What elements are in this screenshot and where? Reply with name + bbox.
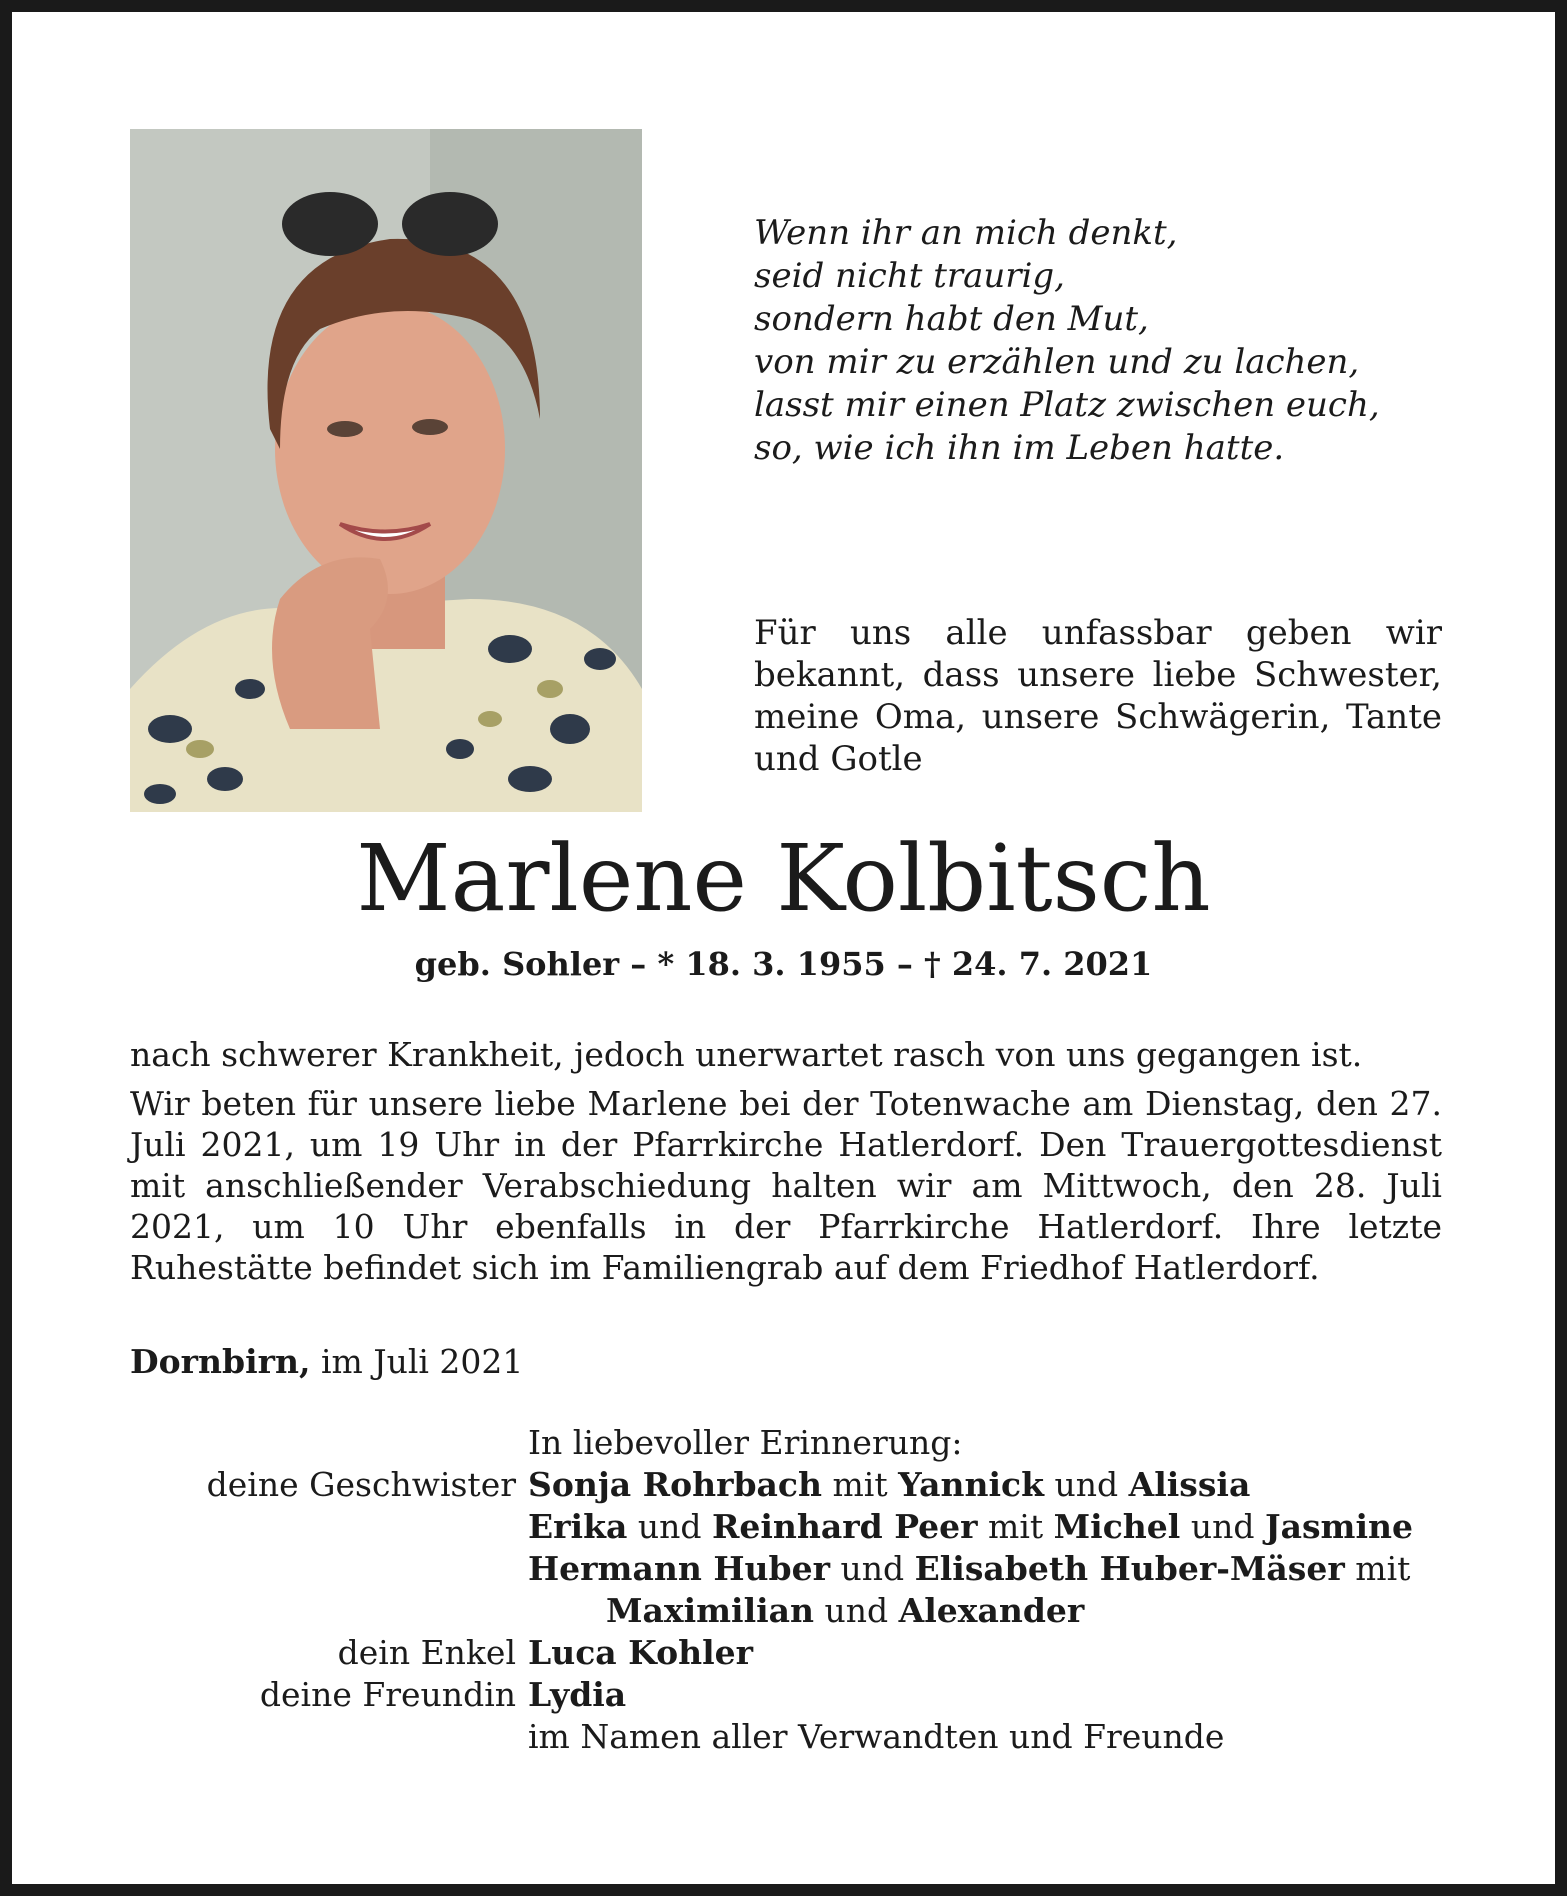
mourners-list: [130, 1422, 1442, 1758]
sibling-line: [528, 1464, 1442, 1506]
body-paragraph: nach schwerer Krankheit, jedoch unerwartet rasch von uns gegangen ist.: [130, 1035, 1363, 1074]
connector: und: [1043, 1465, 1129, 1504]
mourner-name: Jasmine: [1264, 1507, 1413, 1546]
siblings-row: [130, 1464, 1442, 1506]
place-date: im Juli 2021: [321, 1342, 524, 1381]
obituary-body: [130, 1034, 1442, 1296]
friend-label: deine Freundin: [259, 1675, 516, 1714]
announcement-intro: Für uns alle unfassbar geben wir bekannt, dass unsere liebe Schwester, meine Oma, unsere Schwägerin, Tante und Gotle: [754, 613, 1442, 779]
siblings-row: [130, 1506, 1442, 1548]
sibling-line: [528, 1548, 1442, 1590]
connector: und: [1180, 1507, 1265, 1546]
grandchild-label: dein Enkel: [337, 1633, 516, 1672]
deceased-name: Marlene Kolbitsch: [356, 825, 1211, 932]
mourner-name: Elisabeth Huber-Mäser: [914, 1549, 1345, 1588]
poem-line: so, wie ich ihn im Leben hatte.: [754, 428, 1285, 468]
connector: und: [829, 1549, 915, 1588]
mourner-name: Alexander: [898, 1591, 1085, 1630]
connector: und: [627, 1507, 712, 1546]
siblings-row: [130, 1590, 1442, 1632]
obituary-page: [12, 12, 1555, 1884]
mourner-name: Hermann Huber: [528, 1549, 830, 1588]
grandchild-name: Luca Kohler: [528, 1633, 754, 1672]
mourner-name: Reinhard Peer: [711, 1507, 978, 1546]
place-city: Dornbirn,: [130, 1342, 311, 1381]
connector: mit: [822, 1465, 899, 1504]
closing-row: [130, 1716, 1442, 1758]
birth-death-dates: geb. Sohler – * 18. 3. 1955 – † 24. 7. 2021: [414, 945, 1153, 983]
sibling-line: [528, 1590, 1442, 1632]
mourner-name: Erika: [528, 1507, 628, 1546]
grandchild-row: [130, 1632, 1442, 1674]
body-paragraph: Wir beten für unsere liebe Marlene bei der Totenwache am Dienstag, den 27. Juli 2021, um 19 Uhr in der Pfarrkirche Hatlerdorf. Den Trauergottesdienst mit anschließender Verabschiedung halten wir am Mittwoch, den 28. Juli 2021, um 10 Uhr ebenfalls in der Pfarrkirche Hatlerdorf. Ihre letzte Ruhestätte befindet sich im Familiengrab auf dem Friedhof Hatlerdorf.: [130, 1084, 1442, 1287]
siblings-row: [130, 1548, 1442, 1590]
connector: mit: [977, 1507, 1054, 1546]
poem-line: Wenn ihr an mich denkt,: [754, 213, 1178, 253]
mourners-heading: In liebevoller Erinnerung:: [528, 1423, 963, 1462]
siblings-label: deine Geschwister: [206, 1465, 516, 1504]
friend-name: Lydia: [528, 1675, 627, 1714]
memorial-poem: [754, 212, 1380, 470]
poem-line: seid nicht traurig,: [754, 256, 1065, 296]
poem-line: sondern habt den Mut,: [754, 299, 1149, 339]
place-and-date: [130, 1342, 523, 1381]
mourner-name: Maximilian: [606, 1591, 815, 1630]
connector: mit: [1344, 1549, 1411, 1588]
mourner-name: Michel: [1053, 1507, 1181, 1546]
sibling-line: [528, 1506, 1442, 1548]
poem-line: von mir zu erzählen und zu lachen,: [754, 342, 1360, 382]
mourners-heading-row: [130, 1422, 1442, 1464]
mourner-name: Yannick: [898, 1465, 1044, 1504]
portrait-photo: [130, 129, 642, 812]
poem-line: lasst mir einen Platz zwischen euch,: [754, 385, 1380, 425]
friend-row: [130, 1674, 1442, 1716]
mourner-name: Sonja Rohrbach: [528, 1465, 823, 1504]
mourner-name: Alissia: [1128, 1465, 1251, 1504]
portrait-illustration: [130, 129, 642, 812]
connector: und: [814, 1591, 899, 1630]
closing-line: im Namen aller Verwandten und Freunde: [528, 1717, 1225, 1756]
